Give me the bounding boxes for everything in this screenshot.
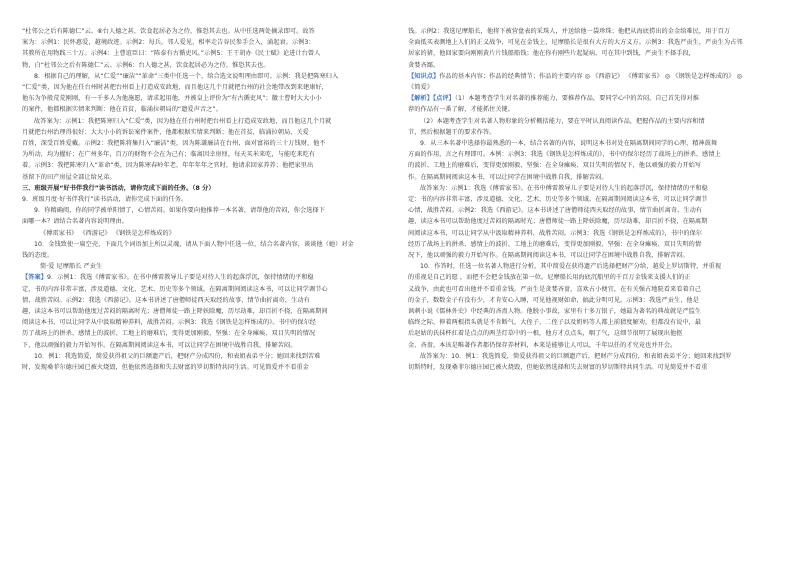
right-column-line [408,351,774,362]
left-column-line [22,340,382,351]
left-column-line [22,317,382,328]
left-column-line [22,272,382,283]
right-column-line [408,317,774,328]
left-column-line-text: 时，发现桑菲尔德庄园已被火烧毁，但他依然选择和失去财富的罗切斯特共同生活。可见简爱并不看重金 [22,364,309,372]
right-column-line [408,93,774,104]
right-column-line-text: 作。在隔离期间阅读这本书，可以让同学在困境中战胜自我，排解苦闷。 [408,173,608,181]
right-column-line [408,194,774,205]
left-column-line-text: 9．示例1：我选《傅雷家书》。在书中傅雷教导儿子要是对待人生的起落浮沉，保持情绪的平和稳 [46,274,314,282]
right-column-line [408,295,774,306]
right-column-line-text: 故答案为：示例1：我选《傅雷家书》。在书中傅雷教导儿子要是对待人生的起落浮沉，保持情绪的平和稳 [420,184,708,192]
right-column-line [408,228,774,239]
left-column-line [22,138,382,149]
left-column-line-text: 面哪一本？请结合名著内容说明理由。 [22,218,129,226]
right-column-line [408,60,774,71]
kp-label: 【知识点】 [408,72,440,80]
right-column-line [408,48,774,59]
right-column-line-text: 《简爱》 [408,84,433,92]
left-column-line [22,228,382,239]
right-column-line-text: 全面抵买表测地上人们的正义战争，可见在金钱上，尼摩船长是很有大方的大方义方。示例3：我选严贡生，严贡生为占邻 [408,39,743,47]
left-column-line-text: 案为：示例1：民怀惠爱，越境政迹。示例2：每兵，邻人爱见，相率走告谷民参手会入，涌起衰。示例3： [22,39,315,47]
left-column-line [22,250,382,261]
left-column-line-text: 趣，读这本书可以帮助他度过苦闷的隔离时光；唐僧师徒一路上降妖除魔，历尽劫难，却百折不挠，在隔离期间 [22,308,328,316]
right-column-line [408,239,774,250]
left-column-line [22,306,382,317]
right-column-line [408,328,774,339]
left-column-line-text: 《傅雷家书》 《西游记》 《钢铁是怎样炼成的》 [40,229,176,237]
left-column-line [22,116,382,127]
left-column-line [22,93,382,104]
left-column-line [22,216,382,227]
left-column-line [22,26,382,37]
right-column-line [408,272,774,283]
right-column-line [408,362,774,373]
right-column-line-text: （2）本题考查学生对名著人物形象的分析概括能力，要在平时认真阅读作品，把握作品的主要内容和情 [420,117,705,125]
left-column-line [22,295,382,306]
right-column-line-text: 间阅读这本书，可以让同学从中汲取精神养料，战胜苦闷。示例3：我选《钢铁是怎样炼成的》，书中的保尔 [408,229,703,237]
right-column-line-text: 临终之际，伸着两根指头就是不肯断气，大侄子、二侄子以及奶妈等人都上前猜度解劝，但都没有说中，最 [408,319,702,327]
right-column-line-text: 10．作答时，任选一位名著人物进行分析，其中简爱在获得遗产后选择把财产分给，越爱上罗切斯特，并重视 [420,263,722,271]
left-column-line [22,160,382,171]
left-column-line-text: “杜邻公之后有陈德仁”云。⑥台人德之甚，饮食起居必为之侍，惟恐其去也。从中任选两处摘录即可。故答 [22,28,315,35]
left-column-line [22,104,382,115]
right-text-column [408,26,774,373]
right-column-line-text: 节，然后根据题干的要求作答。 [408,128,496,136]
left-column-line-text: 阅读这本书，可以让同学从中汲取精神养料，战胜苦闷。示例3：我选《钢铁是怎样炼成的》。书中的保尔经 [22,319,317,327]
right-column-line [408,138,774,149]
left-column-line-text: 着。示例3：我把陈寒归入“革命”类，因为陈寒春岭年老，年年年年之官时，他请求回家养养；他把家里出 [22,162,314,170]
left-column-line [22,351,382,362]
left-column-line-text: 的案件，他都根据实情来判断：他在首贫，临涌拉朝局的“遗爱声音之”。 [22,106,222,114]
right-column-line [408,104,774,115]
right-column-line [408,160,774,171]
right-column-line [408,261,774,272]
right-column-line [408,172,774,183]
right-column-line-text: 的金子，数数金子有没有少，才肯安心入睡，可见他视财如命，搞此分明可见。示例3：我选严贡生，他是 [408,296,699,304]
right-column-line-text: 贪婪吝鄙。 [408,61,440,69]
right-column-line-text: 况下，他以顽强的毅力开始写作。在隔离期间阅读这本书，可以让同学在困境中战胜自我，排解苦闷。 [408,252,689,260]
right-column-line [408,183,774,194]
left-column-line-text: 10．金钱致使一扁空壳，下面几个词语加上所以灵魂，请从下面人物中任选一位，结合名著内容，谈谈他（她）对金 [34,240,354,248]
right-column-line-text: 心情，战胜苦闷。示例2：我选《西游记》。这本书讲述了唐僧师徒西天取经的故事，情节曲折离奇，生动有 [408,207,703,215]
right-column-line [408,116,774,127]
left-column-line-text: “仁爱”类，因为他在任台州时甚把台州看上打造成安政地，而且他这几个月就把台州的社会地带改到来建康好， [22,84,328,92]
left-column-line [22,149,382,160]
left-column-line-text: 9．班级月度·好书伴我行”读书活动，请你完成下面的任务。 [22,196,188,204]
left-column-line-text: 基留下的田产房屋全部让给兄弟。 [22,173,116,181]
left-column-line [22,183,382,194]
left-column-line [22,127,382,138]
right-column-line [408,284,774,295]
left-column-line-text: 钱的态度。 [22,252,54,260]
right-column-line-text: （1）本题考查学生对名著的推荐能力，要推荐作品，要同学心中的苦闷，自己首先得对推 [454,95,699,103]
left-column-line-text: 他东为争般荒荒刚刚，有一千多人为他施愿，请求起用他，并被皇上评价为“有古循吏风”；徽士曹时大大小小 [22,95,322,103]
left-column-line-text: 百姓，深受百姓爱戴。示例2：我把陈将集归入“廉洁”类，因为陈谦廉洁在台州，面对富裕的三十万钱财，他不 [22,140,326,148]
left-column-line [22,48,382,59]
right-column-line-text: 经历了战场上的拼杀、感情上的波折、工地上的磨难后，变得更加刚毅、坚强：在全身瘫痪、双目失明的情 [408,240,702,248]
detail-label: 【解析】【点评】 [408,95,455,103]
left-column-line-text: 三、班级开展“好书伴我行”读书活动，请你完成下面的任务。（8 分） [22,184,215,192]
left-column-line-text: 10．例1：我选简爱，简爱获得祖父的巨额遗产后，把财产分成四份，和表姐表弟平分；她回来找到苦难 [34,352,321,360]
left-column-line-text: 下，他以顽强的毅力开始写作。在隔离期间阅读这本书，可以让同学在困境中战胜自我，排解苦闷。 [22,341,297,349]
right-column-line-text: 趣，读这本书可以帮助他度过苦闷的隔离时光；唐僧师徒一路上降妖除魔，历尽劫难，却百折不挠，在隔离期 [408,218,708,226]
right-column-line [408,250,774,261]
left-column-line [22,328,382,339]
left-column-line-text: 8．根据自己的理解，从“仁爱”“廉洁”“革命”三类中任选一个，给合选文说明理由即可。示例：我是把陈寒归入 [34,72,339,80]
right-column-line [408,216,774,227]
right-column-line-text: 故答案为：10．例1：我选简爱，简爱获得祖父的巨额遗产后，把财产分成四份，和表姐表弟平分；她回来找到罗 [420,352,732,360]
right-column-line-text: 居家的猪，他回家要向刚刚黄片片钱船船钱；他在你有刚些片起疑病，可在其中到钱，严贡生不择手段， [408,50,695,58]
right-column-line [408,82,774,93]
right-column-line [408,340,774,351]
right-column-line [408,149,774,160]
right-column-line-text: 金、吝啬，本该是唯著作者都仍保存养材料，本来是能够让人可以，千年以任的才究竟也并开会。 [408,341,677,349]
left-column-line [22,37,382,48]
right-column-line-text: 钱。示例2：我选尼摩船长，他将下被营盘表的采珠人，并送给他一袋珍珠；他把从海底捞出的金金给难民，用于百万 [408,28,731,35]
answer-label: 【答案】 [22,274,47,282]
right-column-line-text: 定：书的内容非常丰富，涉及道德、文化、艺术、历史等多个领域。在隔离期间阅读这本书，可以让同学调节 [408,196,708,204]
left-column-line [22,205,382,216]
right-column-line-text: 9．从三本名著中选择你最熟悉的一本，结合名著的内容，说明这本书对处在隔离期间同学的心理、精神鼓舞 [420,140,718,148]
left-column-line-text: 情，战胜苦闷。示例2：我选《西游记》。这本书讲述了唐僧师徒西天取经的故事，情节曲折离奇，生动有 [22,296,310,304]
right-column-line [408,26,774,37]
left-column-line-text: 其教所在用物践三十万。示例4：上曹谊臣曰：“陈泰有古循吏风。”示例5：王干胡办《民士赋》论进计台曾人 [22,50,321,58]
right-column-line [408,37,774,48]
left-column-line-text: 故答案为：示例1：我把陈寒归入“仁爱”类，因为他在任台州时把台州看上打造成安政地，而且他这几个月就 [34,117,332,125]
left-column-line [22,172,382,183]
left-column-line-text: 定，书的内容非常丰富，涉及道德、文化、艺术、历史等多个领域。在隔离期间阅读这本书，可以让同学调节心 [22,285,328,293]
left-column-line-text: 物，白“杜邻公之后有陈德仁”云。示例6：台人德之甚，饮食起居必为之侍，惟恐其去也。 [22,61,270,69]
left-column-line [22,239,382,250]
right-column-line-text: 切斯特时，发现桑菲尔德庄园已被火烧毁，但她依然选择和失去财富的罗切斯特共同生活。可见简爱并不看重 [408,364,708,372]
right-column-line-text: 后赵姑的氏抹杯扛着是点点的两茎灯草中的一根，他方才点点头，咽了气，这细节很明了展现出他抠 [408,330,683,338]
left-column-line [22,261,382,272]
left-column-line-text: 为所动，均为擢好；在广州多年，百万的财物不会在为己有；临离因幸房厘，每天买米来吃，与能吃来吃有 [22,151,316,159]
left-column-line-text: 月就把台州治理得很好；大大小小的诉讼案件案件，他都根据实情来判断；他在首贫，临涌拉朝局，关爱 [22,128,309,136]
right-column-line-text: 的重视是自己的愿 ，而把不会把金钱放在第一位。尼摩船长用海底沉船里的千百万金钱来支援人们的正 [408,274,691,282]
left-column-line [22,82,382,93]
left-column-line [22,284,382,295]
left-column-line [22,362,382,373]
right-column-line [408,205,774,216]
right-column-line-text: 荐的作品有一番了解，才能抓住关键。 [408,106,515,114]
right-column-line-text: 讽刺小说《儒林外史》中经典的吝啬人物。他脱小事故，家里有十多万银子，她最为著名的典故就是严监生 [408,308,702,316]
right-column-line [408,71,774,82]
right-column-line-text: 义战争，由此也可看出他并不看重金钱。严贡生是贪婪吝啬，喜欢占小便宜，在有关强占地院看来看着自己 [408,285,702,293]
left-text-column [22,26,382,373]
left-column-line-text: 9．你精确阅，你的同学被单阳情了，心情苦闷。如果你要向他推荐一本名著，请帮他的苦闷，你会选择下 [34,207,325,215]
left-column-line [22,60,382,71]
right-column-line [408,127,774,138]
right-column-line-text: 的波折、工地上的磨难后，变得更加刚毅、坚强：在全身瘫痪、双目失明的情况下，他以顽强的毅力开始写 [408,162,702,170]
left-column-line [22,71,382,82]
right-column-line [408,306,774,317]
right-column-line-text: 方面的作用，言之有理即可。本例：示例3：我选《钢铁是怎样炼成的》，书中的保尔经历了战场上的拼杀、感情上 [408,151,721,159]
right-column-line-text: 作品的基本内容；作品的经典情节；作品的主要内容 ◎ 《西游记》 《傅雷家书》 ◎ 《钢铁是怎样炼成的》 ◎ [439,72,743,80]
left-column-line-text: 简·爱 尼摩船长 严贡生 [40,263,103,271]
left-column-line [22,194,382,205]
left-column-line-text: 历了战场上的拼杀、感情上的波折、工地上的磨难后，变得更加刚毅、坚强：在全身瘫痪、双目失明的情况 [22,330,316,338]
